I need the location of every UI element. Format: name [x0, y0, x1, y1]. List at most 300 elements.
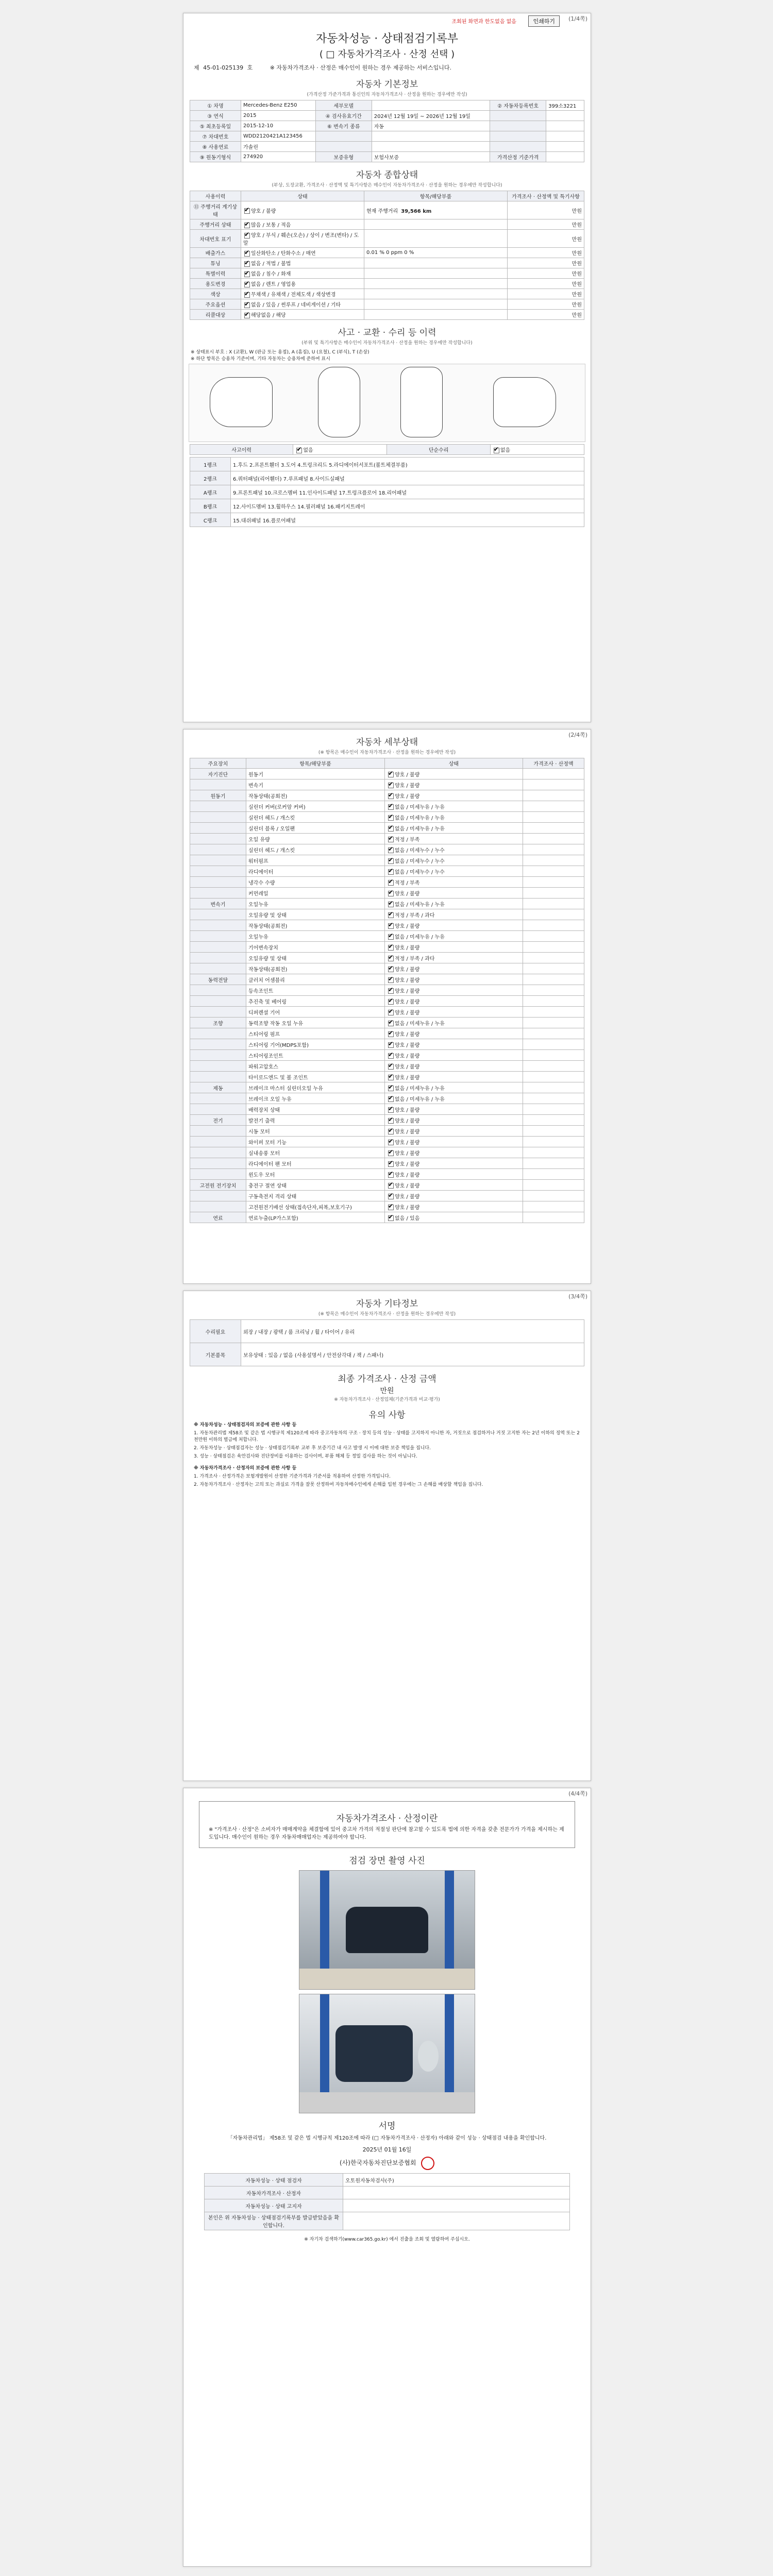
notes-title: 유의 사항 [368, 1410, 406, 1420]
final-price-title: 최종 가격조사 · 산정 금액 [338, 1374, 436, 1384]
detail-group [190, 942, 246, 953]
detail-item: 커먼레일 [246, 888, 385, 899]
general-item [364, 201, 508, 219]
checkbox-icon [244, 251, 250, 257]
detail-state [385, 1115, 523, 1126]
detail-price [523, 1126, 584, 1137]
detail-item: 고전원전기배선 상태(접속단자,피복,보호기구) [246, 1201, 385, 1212]
detail-price [523, 769, 584, 779]
detail-state-text: 양호 / 불량 [395, 1031, 420, 1038]
page-number: (4/4쪽) [568, 1790, 587, 1797]
basic-value-3 [546, 131, 584, 142]
checkbox-icon [388, 1194, 394, 1199]
detail-state [385, 1137, 523, 1147]
detail-price [523, 909, 584, 920]
detail-price [523, 1180, 584, 1191]
col-price: 가격조사 · 산정액 [523, 758, 584, 769]
sign-company: (사)한국자동차진단보증협회 [340, 2159, 416, 2166]
other-sub: (※ 항목은 매수인이 자동차가격조사 · 산정을 원하는 경우에만 작성) [318, 1312, 456, 1317]
page-number: (3/4쪽) [568, 1293, 587, 1300]
detail-row [190, 844, 584, 855]
basic-key-3: 가격산정 기준가격 [490, 152, 546, 162]
checkbox-icon [244, 282, 250, 287]
detail-group [190, 812, 246, 823]
basic-value: 가솔린 [241, 142, 316, 152]
detail-group [190, 909, 246, 920]
detail-price [523, 1050, 584, 1061]
detail-item: 라디에이터 [246, 866, 385, 877]
detail-row [190, 942, 584, 953]
detail-state-text: 양호 / 불량 [395, 1118, 420, 1124]
basic-key: ⑨ 원동기형식 [190, 152, 241, 162]
detail-state [385, 996, 523, 1007]
general-key: ⑪ 주행거리 계기상태 [190, 201, 241, 219]
accident-legend: ※ 상태표시 부호 : X (교환), W (판금 또는 용접), A (흠집), U (요철), C (부식), T (손상) [191, 350, 369, 355]
detail-row [190, 866, 584, 877]
detail-state [385, 1158, 523, 1169]
sign-footer: ※ 자기차 검색하기(www.car365.go.kr) 에서 진출을 조회 및 열람하여 주십시오. [304, 2237, 470, 2242]
detail-price [523, 1158, 584, 1169]
general-price: 만원 [508, 299, 584, 310]
record-page-2 [183, 729, 591, 1284]
basic-row [190, 111, 584, 121]
detail-item: 디퍼렌셜 기어 [246, 1007, 385, 1018]
basic-value-2 [372, 100, 490, 111]
detail-state-text: 양호 / 불량 [395, 891, 420, 897]
detail-table [190, 758, 584, 1223]
detail-row [190, 1007, 584, 1018]
detail-row [190, 931, 584, 942]
detail-group: 원동기 [190, 790, 246, 801]
checkbox-icon [388, 1064, 394, 1070]
detail-item: 오일유량 및 상태 [246, 909, 385, 920]
detail-group [190, 1158, 246, 1169]
detail-state-text: 없음 / 미세누유 / 누유 [395, 902, 445, 908]
checkbox-icon [244, 261, 250, 267]
detail-price [523, 790, 584, 801]
detail-state-text: 적정 / 부족 / 과다 [395, 956, 435, 962]
rank-key: 2랭크 [190, 471, 231, 485]
detail-group [190, 1169, 246, 1180]
notes-para-5: 2. 자동차가격조사 · 산정자는 고의 또는 과실로 가격을 잘못 산정하여 자동차매수인에게 손해를 입힌 경우에는 그 손해를 배상할 책임을 집니다. [194, 1482, 483, 1487]
detail-row [190, 1191, 584, 1201]
checkbox-icon [388, 1053, 394, 1059]
detail-price [523, 1115, 584, 1126]
detail-state-text: 양호 / 불량 [395, 1129, 420, 1135]
detail-price [523, 1137, 584, 1147]
general-status-text: 양호 / 부식 / 훼손(오손) / 상이 / 변조(변타) / 도말 [243, 233, 359, 246]
other-table [190, 1319, 584, 1366]
basic-key-3 [490, 121, 546, 131]
accident-title: 사고 · 교환 · 수리 등 이력 [338, 328, 436, 338]
detail-group [190, 888, 246, 899]
checkbox-icon [388, 815, 394, 821]
detail-state-text: 없음 / 미세누유 / 누유 [395, 1096, 445, 1103]
detail-group: 고전원 전기장치 [190, 1180, 246, 1191]
detail-price [523, 899, 584, 909]
final-price-value: 만원 [380, 1387, 394, 1395]
checkbox-icon [388, 1075, 394, 1080]
checkbox-icon [388, 1031, 394, 1037]
sign-key: 자동차성능 · 상태 고지자 [205, 2199, 343, 2212]
general-status-text: 없음 / 렌트 / 영업용 [251, 282, 296, 287]
detail-price [523, 877, 584, 888]
basic-key-3 [490, 142, 546, 152]
col-device: 주요장치 [190, 758, 246, 769]
detail-item: 원동기 [246, 769, 385, 779]
rank-parts: 6.쿼터패널(리어휀더) 7.루프패널 8.사이드실패널 [231, 471, 584, 485]
detail-group: 동력전달 [190, 974, 246, 985]
emission-value: 0.01 % 0 ppm 0 % [366, 250, 414, 256]
checkbox-icon [388, 945, 394, 951]
detail-state-text: 양호 / 불량 [395, 1064, 420, 1070]
basic-value-3 [546, 142, 584, 152]
photos-title: 점검 장면 촬영 사진 [349, 1856, 425, 1866]
detail-state-text: 양호 / 불량 [395, 1042, 420, 1048]
col-items: 항목/해당부품 [364, 191, 508, 201]
general-key: 배출가스 [190, 248, 241, 258]
detail-row [190, 790, 584, 801]
detail-state-text: 양호 / 불량 [395, 1194, 420, 1200]
checkbox-icon [388, 999, 394, 1005]
accident-summary [190, 444, 584, 455]
basic-key-2: ④ 검사유효기간 [315, 111, 372, 121]
general-status-text: 일산화탄소 / 탄화수소 / 매연 [251, 251, 316, 257]
detail-group [190, 1201, 246, 1212]
basic-key-3 [490, 111, 546, 121]
print-button[interactable]: 인쇄하기 [528, 15, 560, 27]
detail-row [190, 888, 584, 899]
detail-state [385, 974, 523, 985]
detail-state [385, 844, 523, 855]
detail-group [190, 844, 246, 855]
checkbox-icon [388, 977, 394, 983]
sign-title: 서명 [378, 2121, 396, 2131]
detail-row [190, 1201, 584, 1212]
checkbox-icon [388, 793, 394, 799]
checkbox-icon [244, 208, 250, 214]
checkbox-icon [388, 1129, 394, 1134]
checkbox-icon [244, 223, 250, 228]
detail-row [190, 985, 584, 996]
basic-info-table [190, 100, 584, 162]
detail-group [190, 866, 246, 877]
detail-item: 충전구 절연 상태 [246, 1180, 385, 1191]
basic-row [190, 121, 584, 131]
rank-parts: 15.대쉬패널 16.플로어패널 [231, 513, 584, 527]
checkbox-icon [388, 826, 394, 832]
detail-state-text: 양호 / 불량 [395, 999, 420, 1005]
detail-group: 조향 [190, 1018, 246, 1028]
basic-value: 2015 [241, 111, 316, 121]
detail-state [385, 1061, 523, 1072]
general-status [241, 310, 364, 320]
detail-state [385, 1007, 523, 1018]
general-key: 특별이력 [190, 268, 241, 279]
general-item [364, 310, 508, 320]
detail-row [190, 1147, 584, 1158]
notes-para-1: 1. 자동차관리법 제58조 및 같은 법 시행규칙 제120조에 따라 중고자동차의 구조 · 장치 등의 성능 · 상태를 고지하지 아니한 자, 거짓으로 점검하거나 거짓 고지한 자는 2년 이하의 징역 또는 2천만원 이하의 벌금에 처합니다. [194, 1431, 580, 1443]
sign-row [205, 2212, 570, 2230]
rank-parts: 9.프론트패널 10.크로스멤버 11.인사이드패널 17.트렁크플로어 18.리어패널 [231, 485, 584, 499]
detail-price [523, 963, 584, 974]
other-row [190, 1343, 584, 1366]
detail-price [523, 834, 584, 844]
checkbox-icon [388, 783, 394, 788]
detail-group [190, 1147, 246, 1158]
basic-row [190, 152, 584, 162]
detail-item: 등속조인트 [246, 985, 385, 996]
detail-row [190, 1018, 584, 1028]
sign-row [205, 2199, 570, 2212]
detail-item: 변속기 [246, 779, 385, 790]
detail-group: 전기 [190, 1115, 246, 1126]
detail-price [523, 1169, 584, 1180]
checkbox-icon [388, 1021, 394, 1026]
detail-state [385, 963, 523, 974]
checkbox-icon [388, 858, 394, 864]
sign-date: 2025년 01월 16일 [362, 2146, 412, 2153]
basic-info-sub: (가격산정 가준가격과 통신인의 자동차가격조사 · 산정을 원하는 경우에만 작성) [307, 92, 467, 97]
basic-value-2: 보험사보증 [372, 152, 490, 162]
general-item [364, 258, 508, 268]
detail-price [523, 920, 584, 931]
detail-row [190, 812, 584, 823]
detail-row [190, 1137, 584, 1147]
detail-price [523, 1212, 584, 1223]
basic-key-3 [490, 131, 546, 142]
basic-value-3 [546, 121, 584, 131]
checkbox-icon [244, 313, 250, 318]
detail-state [385, 1147, 523, 1158]
detail-state-text: 없음 / 미세누유 / 누유 [395, 1086, 445, 1092]
checkbox-icon [388, 1096, 394, 1102]
detail-state [385, 790, 523, 801]
detail-row [190, 996, 584, 1007]
general-key: 리콜대상 [190, 310, 241, 320]
car-frame-icon [400, 367, 443, 437]
detail-group [190, 801, 246, 812]
detail-state-text: 양호 / 불량 [395, 1205, 420, 1211]
detail-row [190, 801, 584, 812]
detail-state [385, 834, 523, 844]
detail-price [523, 1147, 584, 1158]
detail-state [385, 1201, 523, 1212]
sign-value: 오토원자동차검사(주) [343, 2174, 570, 2187]
inspection-photo-front [299, 1870, 475, 1990]
checkbox-icon [388, 1215, 394, 1221]
detail-state [385, 1050, 523, 1061]
detail-price [523, 1191, 584, 1201]
general-row [190, 258, 584, 268]
detail-item: 기어변속장치 [246, 942, 385, 953]
detail-item: 타이로드엔드 및 볼 조인트 [246, 1072, 385, 1082]
car-diagram [189, 364, 585, 442]
detail-group [190, 834, 246, 844]
sign-key: 자동차가격조사 · 산정자 [205, 2187, 343, 2199]
car-side-right-icon [493, 377, 556, 427]
guide-text: ※ "가격조사 · 산정"은 소비자가 매매계약을 체결함에 있어 중고차 가격의 적절성 판단에 참고할 수 있도록 법에 의한 자격을 갖춘 전문가가 가격을 제시하는 제도입니다. 매수인이 원하는 경우 자동차매매업자는 제공하여야 합니다. [209, 1827, 564, 1840]
checkbox-icon [244, 233, 250, 239]
detail-state [385, 769, 523, 779]
detail-row [190, 1061, 584, 1072]
detail-state [385, 942, 523, 953]
mileage-value: 39,566 km [401, 208, 432, 214]
sign-law: 「자동차관리법」 제58조 및 같은 법 시행규칙 제120조에 따라 (□ 자동차가격조사 · 산정자) 아래와 같이 성능 · 상태점검 내용을 확인합니다. [227, 2136, 547, 2141]
general-item [364, 268, 508, 279]
page-number: (2/4쪽) [568, 732, 587, 738]
general-row [190, 248, 584, 258]
detail-group [190, 1137, 246, 1147]
sign-value [343, 2199, 570, 2212]
detail-item: 라디에이터 팬 모터 [246, 1158, 385, 1169]
detail-state [385, 888, 523, 899]
checkbox-icon [388, 891, 394, 896]
general-status [241, 248, 364, 258]
detail-item: 동력조향 작동 오일 누유 [246, 1018, 385, 1028]
checkbox-icon [388, 1086, 394, 1091]
detail-group: 자기진단 [190, 769, 246, 779]
general-price: 만원 [508, 230, 584, 248]
sign-value [343, 2212, 570, 2230]
general-status-text: 양호 / 불량 [251, 208, 276, 214]
rank-key: 1랭크 [190, 457, 231, 471]
detail-item: 와이퍼 모터 기능 [246, 1137, 385, 1147]
detail-item: 브레이크 마스터 실린더오일 누유 [246, 1082, 385, 1093]
basic-key: ③ 연식 [190, 111, 241, 121]
checkbox-icon [244, 272, 250, 277]
rank-key: A랭크 [190, 485, 231, 499]
rank-row [190, 471, 584, 485]
general-status-text: 많음 / 보통 / 적음 [251, 223, 291, 228]
detail-row [190, 899, 584, 909]
checkbox-icon [388, 902, 394, 907]
detail-row [190, 1039, 584, 1050]
detail-row [190, 1126, 584, 1137]
detail-state-text: 양호 / 불량 [395, 977, 420, 984]
detail-state [385, 1072, 523, 1082]
rank-key: C랭크 [190, 513, 231, 527]
detail-item: 스티어링 펌프 [246, 1028, 385, 1039]
detail-row [190, 1115, 584, 1126]
detail-group: 제동 [190, 1082, 246, 1093]
detail-price [523, 985, 584, 996]
detail-group [190, 931, 246, 942]
general-row [190, 299, 584, 310]
general-status-text: 없음 / 적법 / 불법 [251, 261, 291, 267]
detail-item: 윈도우 모터 [246, 1169, 385, 1180]
general-status [241, 299, 364, 310]
detail-item: 작동상태(공회전) [246, 790, 385, 801]
detail-price [523, 1028, 584, 1039]
rank-key: B랭크 [190, 499, 231, 513]
detail-price [523, 953, 584, 963]
detail-group [190, 1007, 246, 1018]
detail-item: 오일 유량 [246, 834, 385, 844]
detail-item: 오일누유 [246, 931, 385, 942]
detail-row [190, 1072, 584, 1082]
detail-item: 실린더 헤드 / 개스킷 [246, 844, 385, 855]
detail-group [190, 779, 246, 790]
detail-price [523, 1007, 584, 1018]
detail-price [523, 855, 584, 866]
basic-value-2 [372, 142, 490, 152]
detail-group: 연료 [190, 1212, 246, 1223]
general-row [190, 310, 584, 320]
general-price: 만원 [508, 258, 584, 268]
record-note: ※ 자동차가격조사 · 산정은 매수인이 원하는 경우 제공하는 서비스입니다. [270, 64, 452, 71]
general-key: 주요옵션 [190, 299, 241, 310]
detail-state [385, 1180, 523, 1191]
detail-row [190, 1169, 584, 1180]
notes-para-3: 3. 성능 · 상태점검은 육안검사와 진단장비를 이용하는 검사이며, 부품 해체 등 정밀 검사를 하는 것이 아닙니다. [194, 1454, 417, 1459]
detail-state [385, 801, 523, 812]
doc-no: 45-01-025139 [203, 64, 244, 71]
detail-state-text: 양호 / 불량 [395, 1183, 420, 1189]
detail-state [385, 899, 523, 909]
other-items: 외장 / 내장 / 광택 / 룸 크리닝 / 휠 / 타이어 / 유리 [241, 1320, 584, 1343]
simple-repair-value: 없음 [500, 448, 511, 453]
detail-state-text: 양호 / 불량 [395, 1053, 420, 1059]
detail-state-text: 적정 / 부족 / 과다 [395, 912, 435, 919]
checkbox-icon [388, 848, 394, 853]
general-status-text: 해당없음 / 해당 [251, 313, 286, 318]
detail-state-text: 양호 / 불량 [395, 1140, 420, 1146]
detail-state [385, 812, 523, 823]
detail-price [523, 996, 584, 1007]
basic-key: ① 차명 [190, 100, 241, 111]
col-part: 항목/해당부품 [246, 758, 385, 769]
checkbox-icon [388, 1205, 394, 1210]
detail-group [190, 1061, 246, 1072]
general-status [241, 289, 364, 299]
general-row [190, 289, 584, 299]
detail-item: 시동 모터 [246, 1126, 385, 1137]
general-item [364, 248, 508, 258]
basic-value-2: 자동 [372, 121, 490, 131]
basic-key-2 [315, 142, 372, 152]
general-status-title: 자동차 종합상태 [356, 170, 418, 180]
general-key: 용도변경 [190, 279, 241, 289]
general-row [190, 279, 584, 289]
detail-state [385, 866, 523, 877]
checkbox-icon [388, 869, 394, 875]
detail-price [523, 844, 584, 855]
detail-price [523, 812, 584, 823]
basic-row [190, 131, 584, 142]
detail-state [385, 1191, 523, 1201]
notes-para-4: 1. 가격조사 · 산정가격은 보험개발원이 산정한 기준가격과 기준서를 적용하여 산정한 가격입니다. [194, 1474, 391, 1479]
checkbox-icon [388, 967, 394, 972]
record-title: 자동차성능 · 상태점검기록부 [315, 32, 458, 45]
basic-value-3 [546, 111, 584, 121]
detail-state-text: 없음 / 있음 [395, 1215, 420, 1222]
checkbox-icon [388, 1150, 394, 1156]
detail-state-text: 양호 / 불량 [395, 772, 420, 778]
detail-state-text: 없음 / 미세누수 / 누수 [395, 858, 445, 865]
accident-label: 사고이력 [190, 445, 293, 455]
detail-price [523, 1072, 584, 1082]
notes-heading-1: ※ 자동차성능 · 상태점검자의 보증에 관한 사항 등 [194, 1422, 297, 1428]
other-key: 수리필요 [190, 1320, 241, 1343]
other-key: 기본품목 [190, 1343, 241, 1366]
detail-item: 구동축전지 격리 상태 [246, 1191, 385, 1201]
company-seal-icon [421, 2157, 434, 2170]
detail-item: 추진축 및 베어링 [246, 996, 385, 1007]
detail-group [190, 1191, 246, 1201]
detail-item: 파워고압호스 [246, 1061, 385, 1072]
notes-body [183, 1422, 591, 1488]
